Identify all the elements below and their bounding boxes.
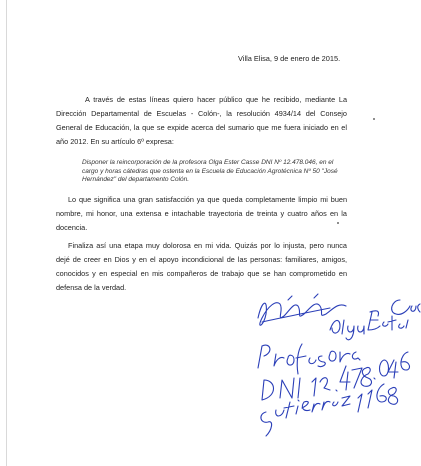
paragraph-2-line-1: Lo que significa una gran satisfacción ya que queda completamente limpio mi buen <box>68 195 347 204</box>
paragraph-3-line-4: defensa de la verdad. <box>56 283 127 292</box>
paragraph-2-line-2: nombre, mi honor, una extensa e intachable trayectoria de treinta y cuatro años en la <box>56 209 347 218</box>
paragraph-1-line-1: A través de estas líneas quiero hacer público que he recibido, mediante La <box>85 95 347 104</box>
quote-line-2: cargo y horas cátedras que ostenta en la Escuela de Educación Agrotécnica Nº 50 "José <box>82 167 338 175</box>
paragraph-3-line-3: conocidos y en especial en mis compañeros de trabajo que se han comprometido en <box>56 269 347 278</box>
quote-line-1: Disponer la reincorporación de la profesora Olga Ester Casse DNI Nº 12.478.046, en el <box>82 159 334 166</box>
date-line: Villa Elisa, 9 de enero de 2015. <box>238 54 341 63</box>
paragraph-1-line-3: General de Educación, la que se expide acerca del sumario que me fuera iniciado en el <box>56 123 347 132</box>
paragraph-3-line-2: dejé de creer en Dios y en el apoyo incondicional de las personas: familiares, amigos, <box>56 255 347 264</box>
quote-line-3: Hernández" del departamento Colón. <box>82 176 190 184</box>
paragraph-2-line-3: docencia. <box>56 223 88 232</box>
paragraph-1-line-4: año 2012. En su artículo 6º expresa: <box>56 137 174 146</box>
paragraph-3-line-1: Finaliza así una etapa muy dolorosa en mi vida. Quizás por lo injusta, pero nunca <box>68 241 347 250</box>
paragraph-1-line-2: Dirección Departamental de Escuelas - Colón-, la resolución 4934/14 del Consejo <box>56 109 347 118</box>
